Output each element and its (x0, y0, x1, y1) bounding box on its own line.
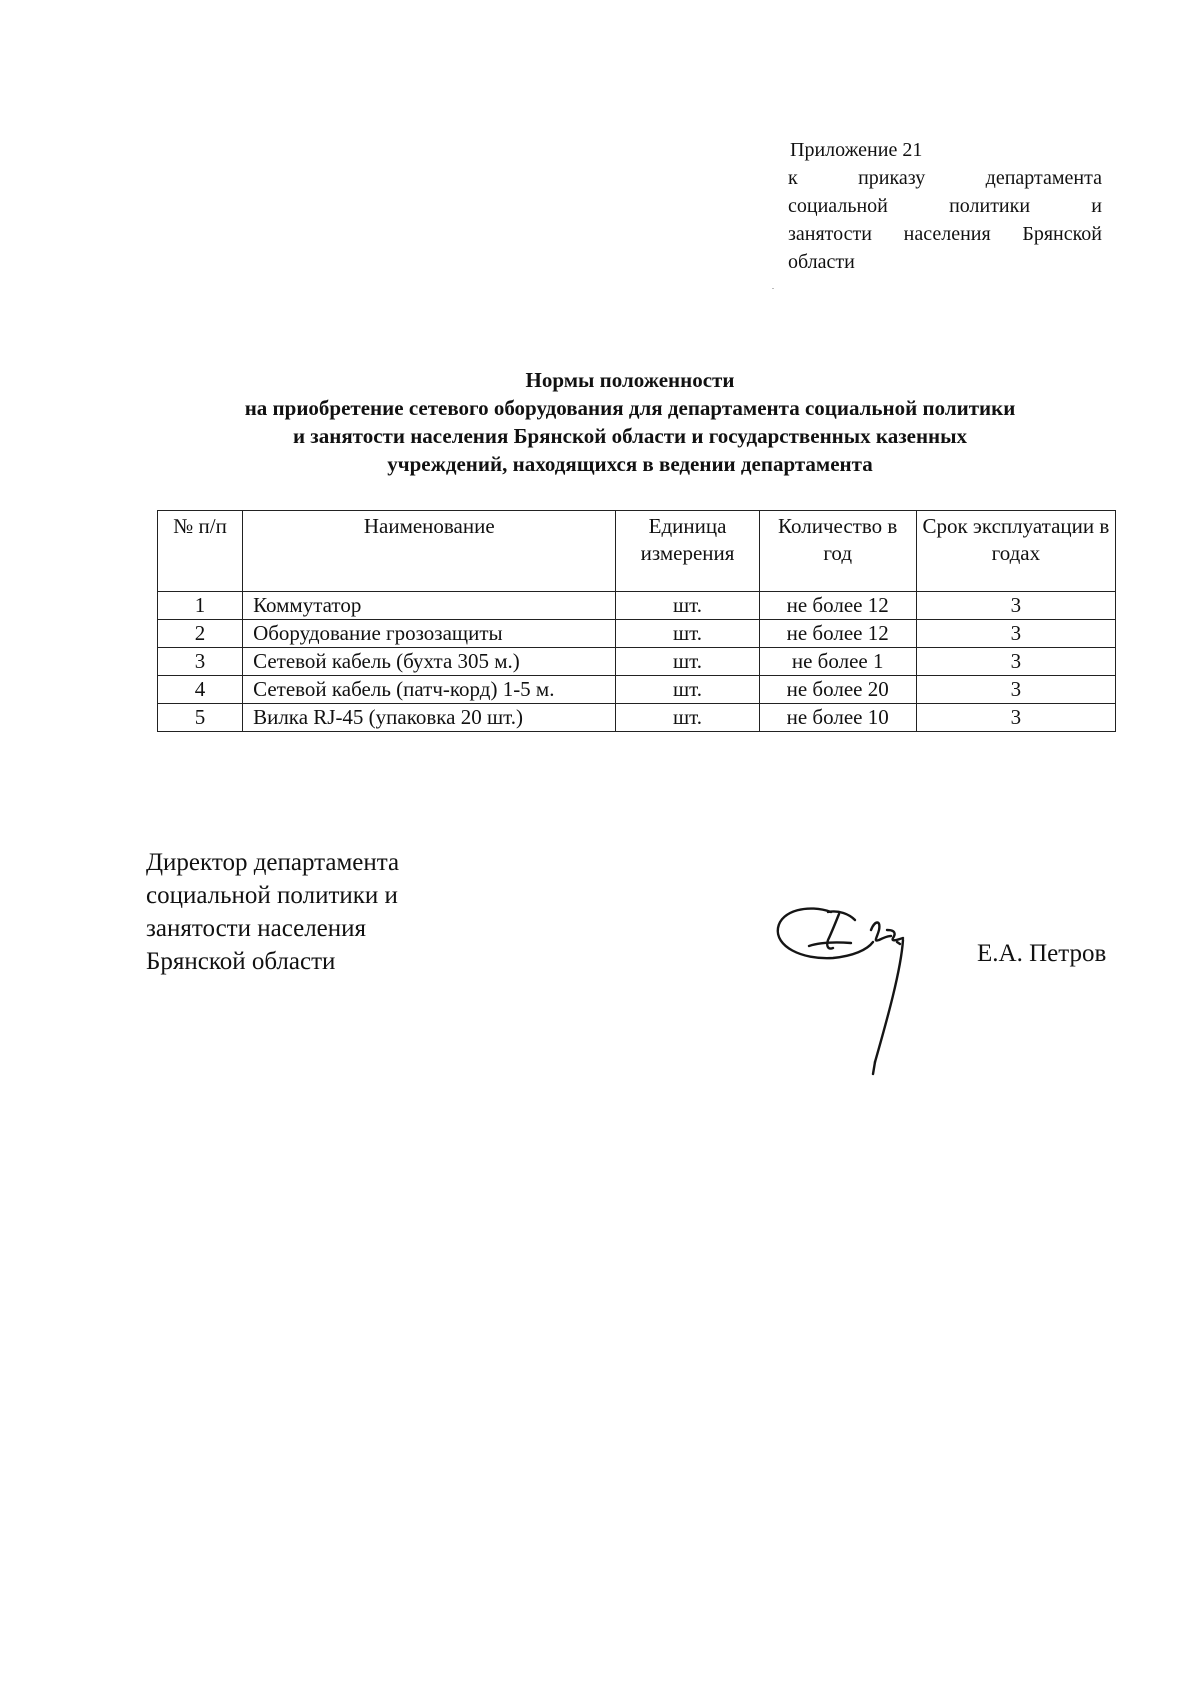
cell-quantity: не более 12 (759, 592, 916, 620)
cell-quantity: не более 12 (759, 620, 916, 648)
appendix-line: занятости населения Брянской (788, 223, 1102, 245)
cell-name: Коммутатор (243, 592, 616, 620)
cell-quantity: не более 10 (759, 704, 916, 732)
header-quantity: Количество в год (759, 511, 916, 592)
table-row (158, 648, 1116, 676)
appendix-line: области (788, 251, 855, 273)
table-row (158, 620, 1116, 648)
header-service-life: Срок эксплуатации в годах (916, 511, 1115, 592)
norms-table (157, 510, 1116, 732)
cell-number: 1 (158, 592, 243, 620)
appendix-line: к приказу департамента (788, 167, 1102, 189)
cell-name: Сетевой кабель (патч-корд) 1-5 м. (243, 676, 616, 704)
cell-quantity: не более 1 (759, 648, 916, 676)
table-header-row (158, 511, 1116, 592)
table-row (158, 676, 1116, 704)
cell-name: Сетевой кабель (бухта 305 м.) (243, 648, 616, 676)
signer-name: Е.А. Петров (977, 940, 1107, 967)
table-row (158, 704, 1116, 732)
cell-service-life: 3 (916, 676, 1115, 704)
title-line: и занятости населения Брянской области и государственных казенных (292, 424, 968, 448)
title-line: учреждений, находящихся в ведении департамента (387, 452, 873, 476)
document-title (140, 366, 1120, 478)
cell-number: 2 (158, 620, 243, 648)
cell-name: Вилка RJ-45 (упаковка 20 шт.) (243, 704, 616, 732)
signer-position (146, 846, 399, 978)
cell-number: 3 (158, 648, 243, 676)
cell-service-life: 3 (916, 704, 1115, 732)
header-name: Наименование (243, 511, 616, 592)
position-line: социальной политики и (146, 882, 398, 909)
cell-service-life: 3 (916, 592, 1115, 620)
header-number: № п/п (158, 511, 243, 592)
cell-unit: шт. (616, 704, 759, 732)
cell-name: Оборудование грозозащиты (243, 620, 616, 648)
title-line: на приобретение сетевого оборудования для департамента социальной политики (244, 396, 1016, 420)
cell-service-life: 3 (916, 648, 1115, 676)
cell-quantity: не более 20 (759, 676, 916, 704)
position-line: Директор департамента (146, 849, 400, 876)
appendix-line: социальной политики и (788, 195, 1102, 217)
cell-unit: шт. (616, 676, 759, 704)
appendix-note (788, 136, 1102, 276)
cell-unit: шт. (616, 592, 759, 620)
title-line: Нормы положенности (525, 368, 735, 392)
header-unit: Единица измерения (616, 511, 759, 592)
cell-service-life: 3 (916, 620, 1115, 648)
table-row (158, 592, 1116, 620)
position-line: занятости населения (146, 915, 367, 942)
position-line: Брянской области (146, 948, 336, 975)
cell-unit: шт. (616, 620, 759, 648)
cell-unit: шт. (616, 648, 759, 676)
scan-speck (772, 288, 774, 289)
appendix-number: Приложение 21 (790, 139, 923, 161)
cell-number: 4 (158, 676, 243, 704)
cell-number: 5 (158, 704, 243, 732)
handwritten-signature (775, 900, 955, 1080)
